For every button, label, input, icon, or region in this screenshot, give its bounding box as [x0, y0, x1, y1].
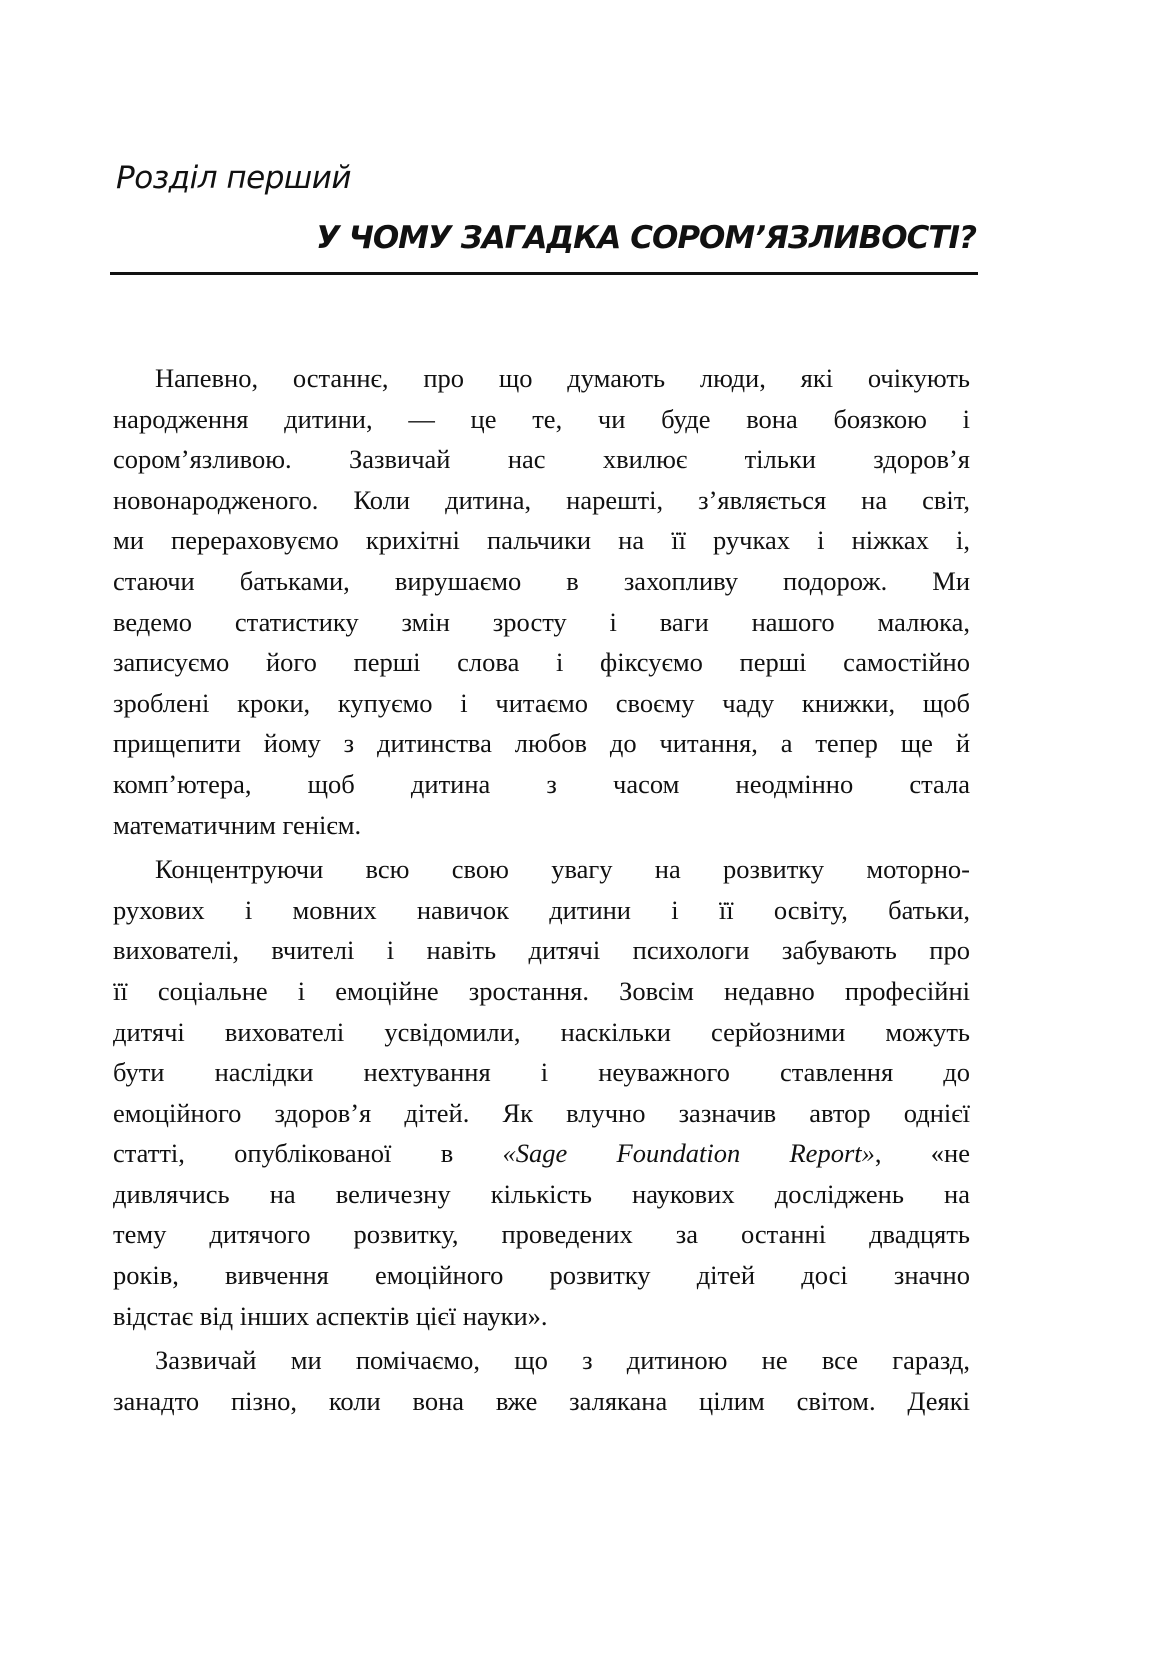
paragraph [113, 849, 970, 1336]
text-line [113, 1133, 970, 1174]
paragraph [113, 1340, 970, 1421]
text-line: Зазвичай ми помічаємо, що з дитиною не все гаразд, [155, 1345, 970, 1376]
body-text [113, 358, 970, 1425]
text-line: записуємо його перші слова і фіксуємо перші самостійно [113, 647, 970, 678]
italic-citation: «Sage Foundation Report» [502, 1138, 875, 1169]
text-line: вихователі, вчителі і навіть дитячі психологи забувають про [113, 935, 970, 966]
text-line: прищепити йому з дитинства любов до читання, а тепер ще й [113, 728, 970, 759]
text-line: рухових і мовних навичок дитини і її освіту, батьки, [113, 894, 970, 925]
text-line: Напевно, останнє, про що думають люди, які очікують [155, 363, 970, 393]
text-line: тему дитячого розвитку, проведених за останні двадцять [113, 1219, 970, 1250]
text-line: її соціальне і емоційне зростання. Зовсім недавно професійні [113, 975, 970, 1006]
text-line: дитячі вихователі усвідомили, наскільки серйозними можуть [113, 1016, 970, 1047]
text-line: народження дитини, — це те, чи буде вона боязкою і [113, 403, 970, 434]
chapter-title: У ЧОМУ ЗАГАДКА СОРОМ’ЯЗЛИВОСТІ? [316, 220, 976, 256]
text-line: відстає від інших аспектів цієї науки». [113, 1300, 548, 1331]
text-segment: статті, опублікованої в [113, 1138, 503, 1169]
text-line: комп’ютера, щоб дитина з часом неодмінно стала [113, 768, 970, 799]
text-segment: , «не [874, 1138, 970, 1169]
text-line: новонародженого. Коли дитина, нарешті, з’являється на світ, [113, 484, 970, 515]
text-line: дивлячись на величезну кількість наукових досліджень на [113, 1178, 970, 1209]
text-line: років, вивчення емоційного розвитку дітей досі значно [113, 1260, 970, 1291]
text-line: Концентруючи всю свою увагу на розвитку моторно- [155, 854, 970, 885]
text-line: стаючи батьками, вирушаємо в захопливу подорож. Ми [113, 565, 970, 596]
text-line: занадто пізно, коли вона вже залякана цілим світом. Деякі [113, 1385, 970, 1416]
text-line: сором’язливою. Зазвичай нас хвилює тільки здоров’я [113, 444, 970, 475]
text-line: емоційного здоров’я дітей. Як влучно зазначив автор однієї [113, 1097, 970, 1128]
text-line: бути наслідки нехтування і неуважного ставлення до [113, 1057, 970, 1088]
text-line: ведемо статистику змін зросту і ваги нашого малюка, [113, 606, 970, 637]
text-line: зроблені кроки, купуємо і читаємо своєму чаду книжки, щоб [113, 687, 970, 718]
title-divider [110, 272, 978, 275]
paragraph [113, 358, 970, 845]
text-line: ми перераховуємо крихітні пальчики на її ручках і ніжках і, [113, 525, 970, 556]
text-line: математичним генієм. [113, 809, 362, 840]
chapter-label: Розділ перший [116, 160, 352, 196]
